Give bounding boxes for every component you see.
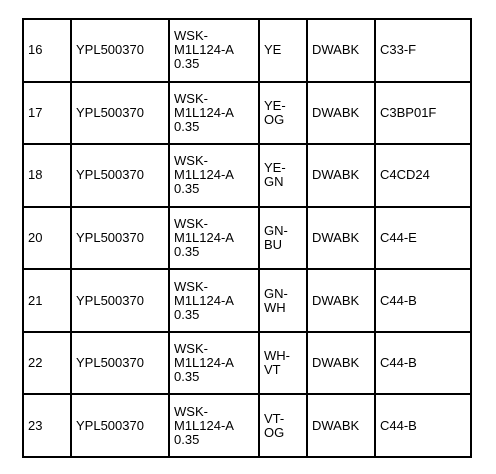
wire-color-cell (259, 332, 307, 395)
row-number-cell: 17 (23, 82, 71, 145)
wire-spec-line: 0.35 (174, 118, 200, 134)
wire-color-line: YE- (264, 160, 286, 176)
row-number-cell: 23 (23, 394, 71, 457)
table-row (23, 394, 471, 457)
wire-spec-line: 0.35 (174, 306, 200, 322)
wire-color-line: VT (264, 362, 281, 378)
terminal-cell: C44-E (375, 207, 471, 270)
wire-spec-line: M1L124-A (174, 167, 234, 183)
wire-color-line: OG (264, 111, 285, 127)
wiring-table (22, 18, 472, 458)
part-number-cell: YPL500370 (71, 144, 169, 207)
wire-spec-line: WSK- (174, 278, 208, 294)
terminal-cell: C44-B (375, 394, 471, 457)
table-row (23, 207, 471, 270)
part-number-cell: YPL500370 (71, 82, 169, 145)
table-row (23, 144, 471, 207)
wire-spec-line: M1L124-A (174, 42, 234, 58)
wire-spec-line: M1L124-A (174, 417, 234, 433)
wire-color-cell (259, 269, 307, 332)
wire-spec-cell (169, 144, 259, 207)
cable-code-cell: DWABK (307, 207, 375, 270)
terminal-cell: C33-F (375, 19, 471, 82)
wire-spec-cell (169, 19, 259, 82)
table-row (23, 19, 471, 82)
wire-spec-cell (169, 82, 259, 145)
wire-spec-line: M1L124-A (174, 355, 234, 371)
part-number-cell: YPL500370 (71, 332, 169, 395)
wire-spec-line: 0.35 (174, 243, 200, 259)
wire-spec-cell (169, 394, 259, 457)
wire-spec-cell (169, 269, 259, 332)
cable-code-cell: DWABK (307, 19, 375, 82)
row-number-cell: 22 (23, 332, 71, 395)
row-number-cell: 16 (23, 19, 71, 82)
wire-color-line: GN (264, 174, 284, 190)
part-number-cell: YPL500370 (71, 207, 169, 270)
wire-color-line: BU (264, 236, 283, 252)
terminal-cell: C44-B (375, 332, 471, 395)
wire-color-cell (259, 394, 307, 457)
wire-spec-line: M1L124-A (174, 292, 234, 308)
wire-color-line: GN- (264, 222, 288, 238)
wire-color-line: WH (264, 299, 286, 315)
wire-spec-line: M1L124-A (174, 104, 234, 120)
wire-color-line: OG (264, 424, 285, 440)
wire-spec-cell (169, 332, 259, 395)
wire-color-line: YE (264, 42, 282, 58)
wire-spec-line: 0.35 (174, 56, 200, 72)
wire-color-line: VT- (264, 410, 285, 426)
wire-color-line: GN- (264, 285, 288, 301)
wire-spec-cell (169, 207, 259, 270)
cable-code-cell: DWABK (307, 269, 375, 332)
row-number-cell: 21 (23, 269, 71, 332)
wire-spec-line: WSK- (174, 403, 208, 419)
cable-code-cell: DWABK (307, 82, 375, 145)
table-row (23, 332, 471, 395)
wire-spec-line: M1L124-A (174, 229, 234, 245)
row-number-cell: 18 (23, 144, 71, 207)
wire-spec-line: WSK- (174, 215, 208, 231)
wire-color-cell (259, 82, 307, 145)
wire-color-cell (259, 19, 307, 82)
table-row (23, 269, 471, 332)
table-row (23, 82, 471, 145)
terminal-cell: C44-B (375, 269, 471, 332)
wire-spec-line: WSK- (174, 90, 208, 106)
cable-code-cell: DWABK (307, 144, 375, 207)
cable-code-cell: DWABK (307, 394, 375, 457)
wire-spec-line: 0.35 (174, 181, 200, 197)
wire-spec-line: WSK- (174, 28, 208, 44)
wire-color-line: YE- (264, 97, 286, 113)
cable-code-cell: DWABK (307, 332, 375, 395)
part-number-cell: YPL500370 (71, 19, 169, 82)
wiring-table-body (23, 19, 471, 457)
part-number-cell: YPL500370 (71, 269, 169, 332)
wire-color-cell (259, 144, 307, 207)
wire-color-cell (259, 207, 307, 270)
row-number-cell: 20 (23, 207, 71, 270)
part-number-cell: YPL500370 (71, 394, 169, 457)
wire-spec-line: WSK- (174, 341, 208, 357)
wire-spec-line: WSK- (174, 153, 208, 169)
wire-spec-line: 0.35 (174, 369, 200, 385)
terminal-cell: C4CD24 (375, 144, 471, 207)
wire-color-line: WH- (264, 348, 290, 364)
terminal-cell: C3BP01F (375, 82, 471, 145)
wire-spec-line: 0.35 (174, 431, 200, 447)
